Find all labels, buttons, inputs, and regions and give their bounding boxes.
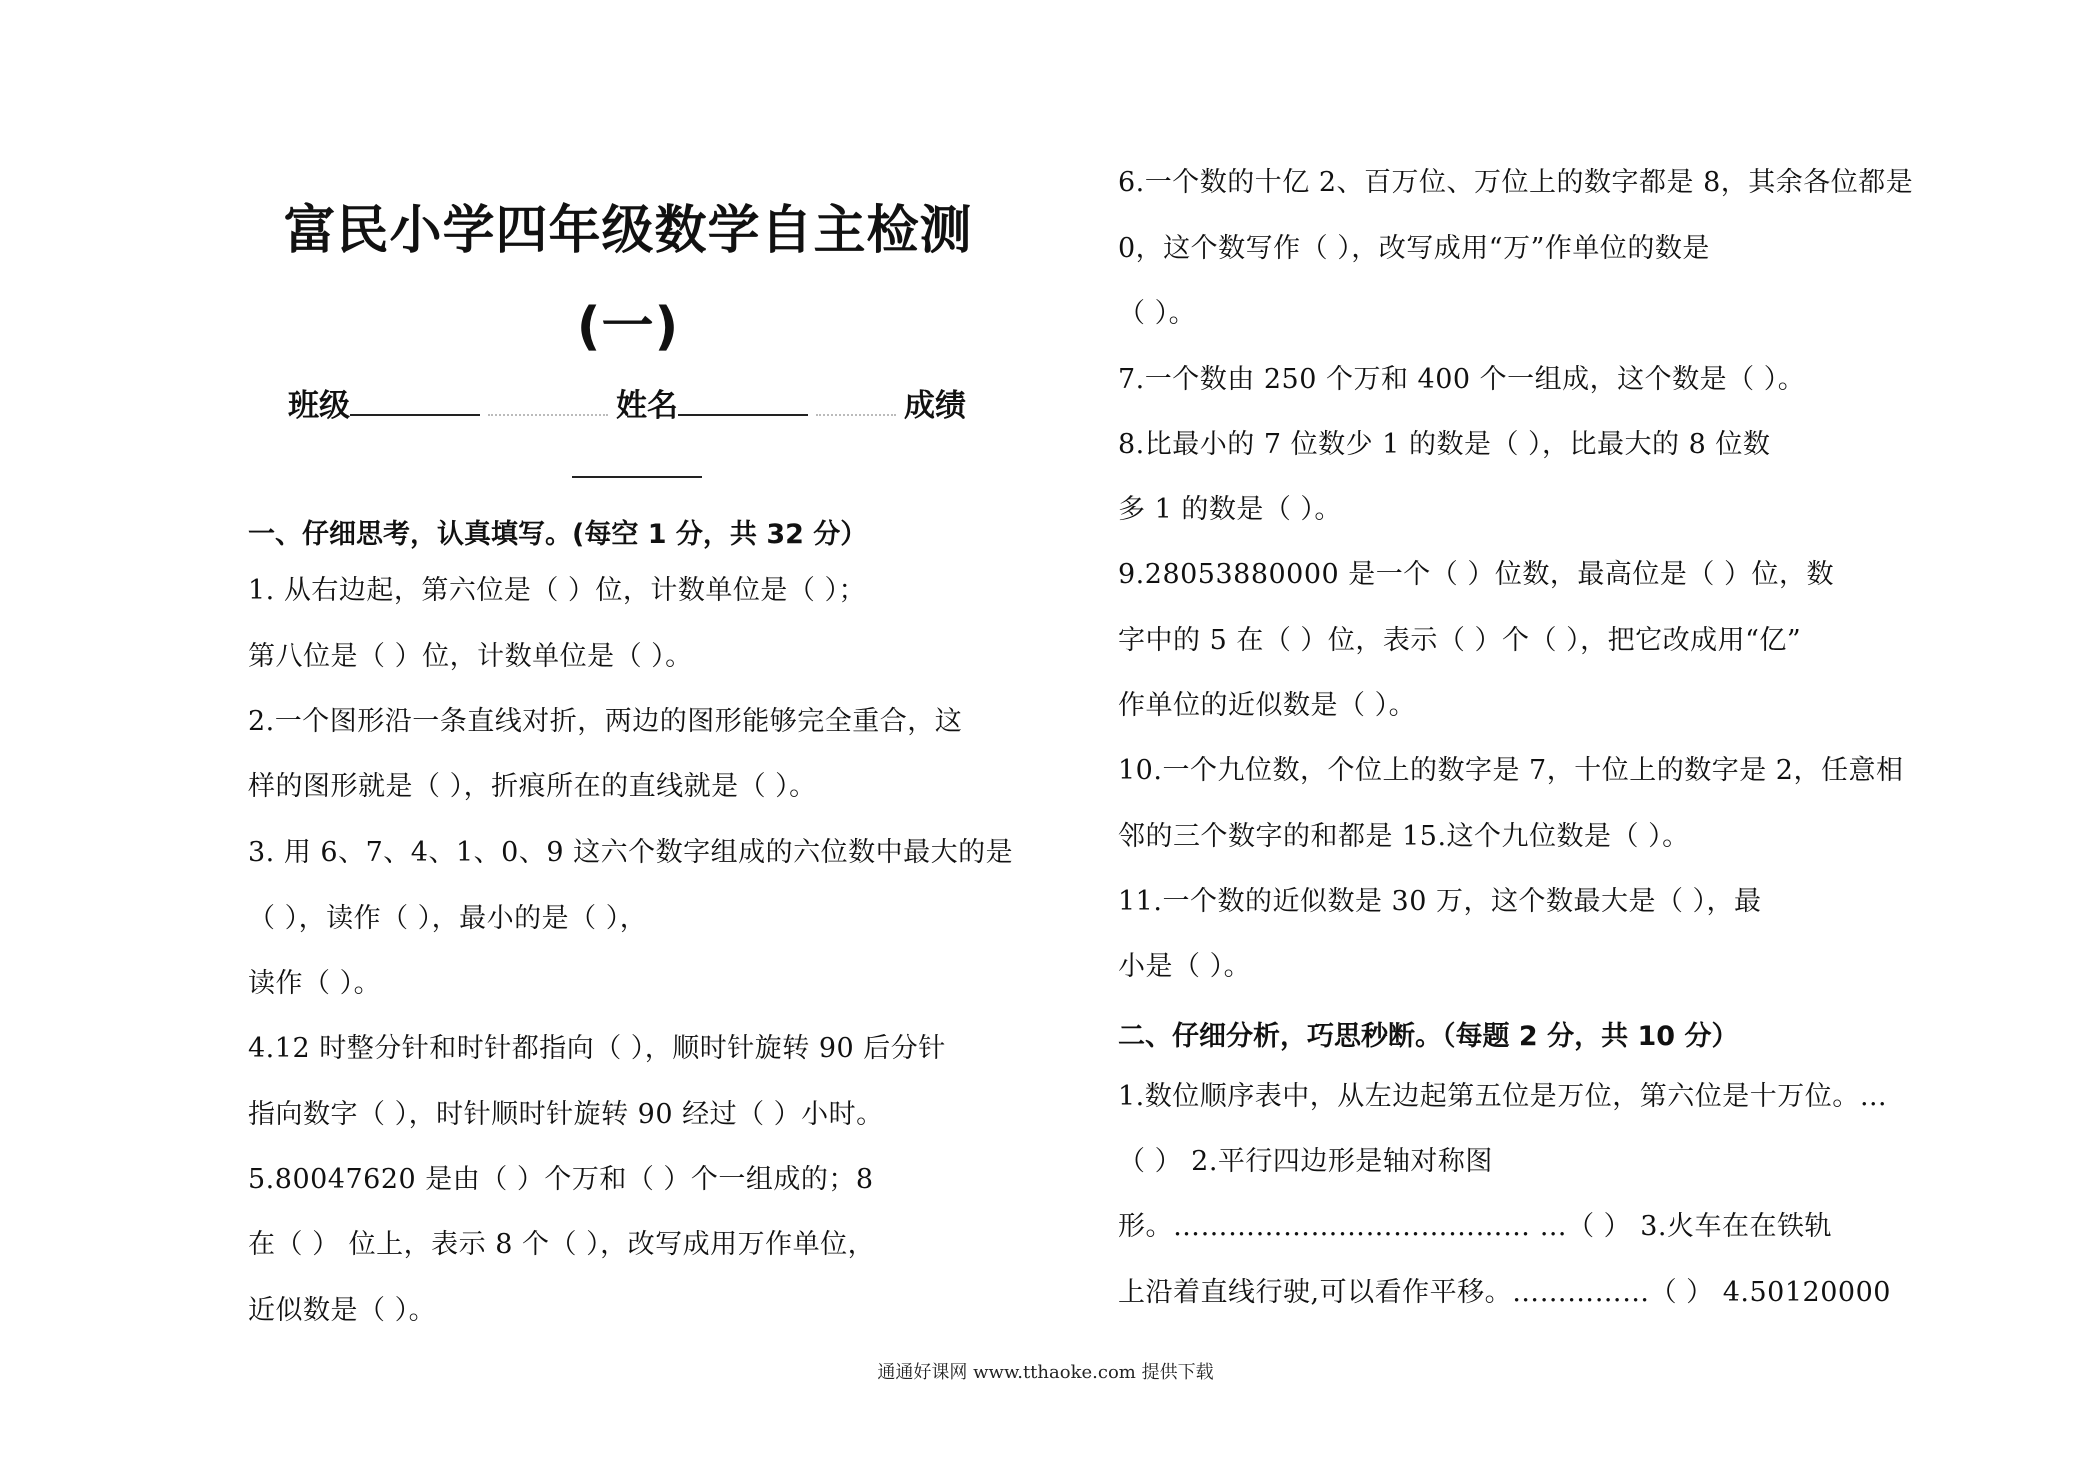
- score-blank[interactable]: [572, 476, 702, 478]
- question-line: 8.比最小的 7 位数少 1 的数是（ ），比最大的 8 位数: [1118, 429, 1771, 460]
- page-subtitle: (一): [576, 297, 680, 357]
- question-line: 近似数是（ ）。: [248, 1295, 437, 1326]
- question-line: 小是（ ）。: [1118, 951, 1252, 982]
- question-line: 6.一个数的十亿 2、百万位、万位上的数字都是 8，其余各位都是: [1118, 167, 1914, 198]
- question-line: 4.12 时整分针和时针都指向（ ），顺时针旋转 90 后分针: [248, 1033, 946, 1064]
- question-line: （ ），读作（ ），最小的是（ ），: [248, 903, 648, 934]
- question-line: 1.数位顺序表中，从左边起第五位是万位，第六位是十万位。…: [1118, 1081, 1888, 1112]
- question-line: 第八位是（ ）位，计数单位是（ ）。: [248, 641, 693, 672]
- student-info-row: [288, 380, 1008, 425]
- dotted-filler: [488, 408, 608, 416]
- question-line: 作单位的近似数是（ ）。: [1118, 690, 1417, 721]
- question-line: （ ） 2.平行四边形是轴对称图: [1118, 1146, 1493, 1177]
- question-line: 上沿着直线行驶,可以看作平移。……………（ ） 4.50120000: [1118, 1277, 1891, 1308]
- name-blank[interactable]: [678, 386, 808, 416]
- question-line: （ ）。: [1118, 298, 1197, 329]
- section1-heading: 一、仔细思考，认真填写。(每空 1 分，共 32 分）: [248, 519, 868, 550]
- dotted-filler: [816, 408, 896, 416]
- question-line: 5.80047620 是由（ ）个万和（ ）个一组成的；8: [248, 1164, 874, 1195]
- question-line: 邻的三个数字的和都是 15.这个九位数是（ ）。: [1118, 821, 1690, 852]
- question-line: 形。………………………………… …（ ） 3.火车在在铁轨: [1118, 1211, 1833, 1242]
- question-line: 1. 从右边起，第六位是（ ）位，计数单位是（ ）；: [248, 575, 867, 606]
- question-line: 7.一个数由 250 个万和 400 个一组成，这个数是（ ）。: [1118, 364, 1806, 395]
- question-line: 0，这个数写作（ ），改写成用“万”作单位的数是: [1118, 233, 1710, 264]
- class-label: 班级: [288, 388, 350, 424]
- question-line: 字中的 5 在（ ）位，表示（ ）个（ ），把它改成用“亿”: [1118, 625, 1802, 656]
- question-line: 3. 用 6、7、4、1、0、9 这六个数字组成的六位数中最大的是: [248, 837, 1014, 868]
- question-line: 11.一个数的近似数是 30 万，这个数最大是（ ），最: [1118, 886, 1762, 917]
- question-line: 读作（ ）。: [248, 968, 382, 999]
- footer-credit: 通通好课网 www.tthaoke.com 提供下载: [877, 1362, 1214, 1383]
- question-line: 在（ ） 位上，表示 8 个（ ），改写成用万作单位，: [248, 1229, 876, 1260]
- question-line: 9.28053880000 是一个（ ）位数，最高位是（ ）位，数: [1118, 559, 1834, 590]
- question-line: 样的图形就是（ ），折痕所在的直线就是（ ）。: [248, 771, 817, 802]
- score-label: 成绩: [904, 388, 966, 424]
- name-label: 姓名: [616, 388, 678, 424]
- section2-heading: 二、仔细分析，巧思秒断。（每题 2 分，共 10 分）: [1118, 1021, 1739, 1052]
- question-line: 10.一个九位数，个位上的数字是 7，十位上的数字是 2，任意相: [1118, 755, 1904, 786]
- question-line: 2.一个图形沿一条直线对折，两边的图形能够完全重合，这: [248, 706, 963, 737]
- page-title: 富民小学四年级数学自主检测: [283, 201, 973, 261]
- question-line: 多 1 的数是（ ）。: [1118, 494, 1342, 525]
- question-line: 指向数字（ ），时针顺时针旋转 90 经过（ ）小时。: [248, 1099, 884, 1130]
- class-blank[interactable]: [350, 386, 480, 416]
